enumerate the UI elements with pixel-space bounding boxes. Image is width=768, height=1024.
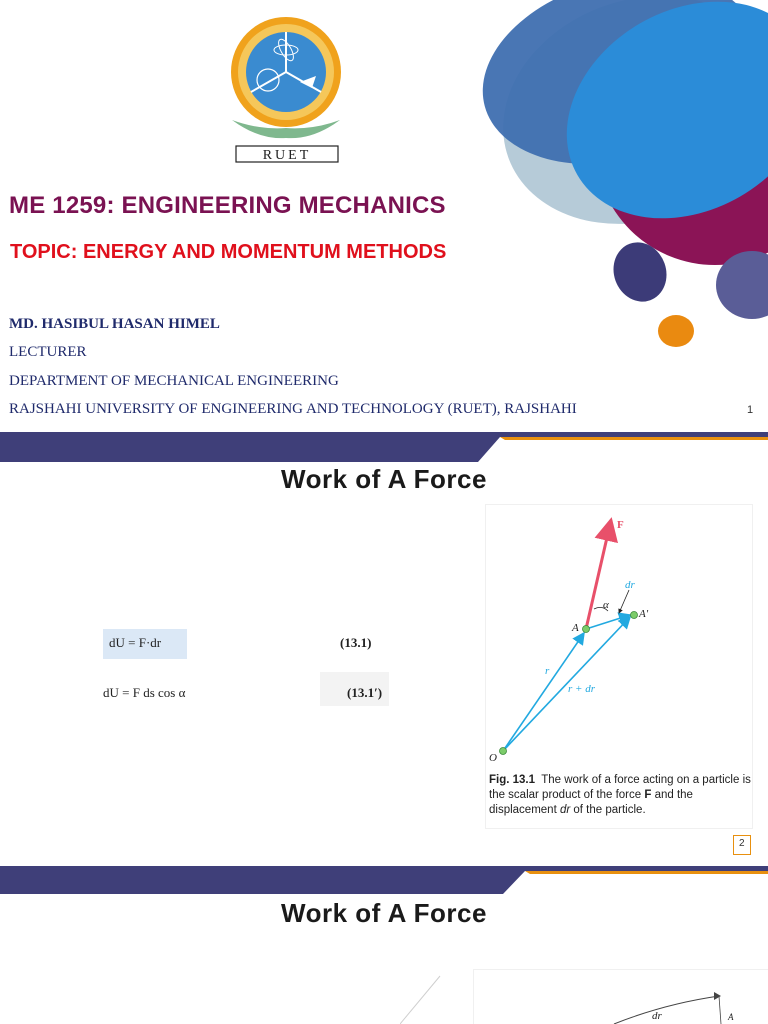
- label-r-plus-dr: r + dr: [568, 683, 595, 695]
- author-role: LECTURER: [9, 344, 87, 360]
- author-name: MD. HASIBUL HASAN HIMEL: [9, 316, 220, 332]
- slide-title: Work of A Force: [281, 464, 487, 494]
- label-dr: dr: [652, 1010, 662, 1022]
- equation-1-number: (13.1): [340, 635, 372, 650]
- ruet-logo: [224, 10, 348, 170]
- dr-leader: [619, 590, 629, 613]
- slide-header-bar: [0, 432, 768, 466]
- label-alpha: α: [603, 599, 609, 611]
- label-origin: O: [489, 752, 497, 764]
- title-slide: [0, 0, 768, 432]
- point-a-prime: [631, 612, 638, 619]
- label-dr: dr: [625, 579, 635, 591]
- slide-header-bar: [0, 866, 768, 900]
- blob-orange: [658, 315, 694, 347]
- page-number: 2: [739, 838, 745, 849]
- author-university: RAJSHAHI UNIVERSITY OF ENGINEERING AND TECHNOLOGY (RUET), RAJSHAHI: [9, 401, 577, 417]
- dr-vector: [586, 615, 630, 629]
- work-of-force-slide-2: [0, 866, 768, 1024]
- label-a-prime: A′: [639, 608, 649, 620]
- caption-label: Fig. 13.1: [489, 774, 536, 786]
- label-force: F: [617, 519, 624, 531]
- course-title: ME 1259: ENGINEERING MECHANICS: [9, 192, 446, 219]
- force-vector: [586, 520, 611, 629]
- author-department: DEPARTMENT OF MECHANICAL ENGINEERING: [9, 373, 339, 389]
- vector-diagram: [486, 505, 752, 765]
- work-of-force-slide: [0, 432, 768, 866]
- equation-2-number: (13.1′): [347, 685, 383, 700]
- label-r: r: [545, 665, 550, 677]
- equation-1: dU = F·dr: [109, 635, 162, 650]
- logo-text: RUET: [262, 148, 312, 163]
- page-number: 1: [747, 404, 754, 416]
- figure-partial: [474, 970, 768, 1024]
- curve-diagram: [474, 970, 768, 1024]
- point-a: [583, 626, 590, 633]
- label-a: A: [572, 622, 579, 634]
- label-a: A: [728, 1012, 734, 1022]
- point-o: [500, 748, 507, 755]
- topic-title: TOPIC: ENERGY AND MOMENTUM METHODS: [10, 241, 447, 263]
- slide-title: Work of A Force: [281, 898, 487, 928]
- figure-13-1: [486, 505, 752, 828]
- equation-2: dU = F ds cos α: [103, 685, 186, 700]
- r-plus-dr-vector: [503, 617, 630, 751]
- figure-caption: Fig. 13.1 The work of a force acting on a particle is the scalar product of the force F and the displacement dr of the particle.: [489, 774, 751, 816]
